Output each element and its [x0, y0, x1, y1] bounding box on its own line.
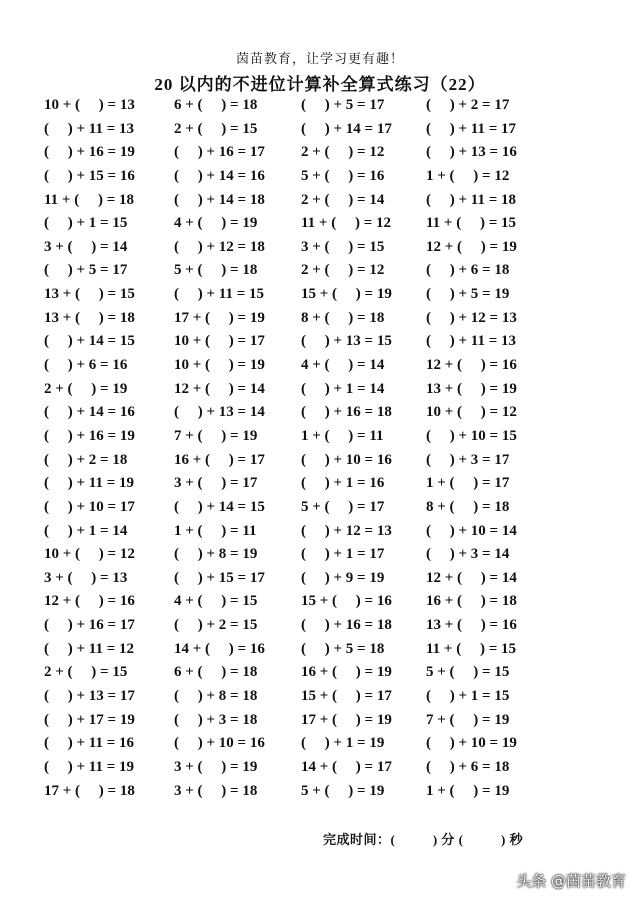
exercise-row	[44, 378, 604, 402]
exercise-item: ( ) + 11 = 18	[426, 191, 517, 208]
exercise-item: 12 + ( ) = 16	[44, 593, 135, 610]
exercise-item: ( ) + 10 = 16	[301, 451, 392, 468]
exercise-row	[44, 283, 604, 307]
exercise-item: 1 + ( ) = 12	[426, 167, 510, 184]
exercise-item: 3 + ( ) = 15	[301, 238, 385, 255]
exercise-item: 5 + ( ) = 19	[301, 782, 385, 799]
slogan-header: 茵苗教育，让学习更有趣！	[235, 51, 404, 66]
exercise-item: ( ) + 13 = 14	[174, 404, 265, 421]
exercise-item: ( ) + 13 = 17	[44, 688, 135, 705]
exercise-item: ( ) + 10 = 14	[426, 522, 517, 539]
exercise-item: ( ) + 16 = 18	[301, 617, 392, 634]
exercise-item: ( ) + 16 = 19	[44, 144, 135, 161]
exercise-item: ( ) + 11 = 13	[426, 333, 517, 350]
exercise-item: 5 + ( ) = 17	[301, 498, 385, 515]
exercise-item: ( ) + 10 = 16	[174, 735, 265, 752]
exercise-item: 2 + ( ) = 19	[44, 380, 128, 397]
exercise-item: 3 + ( ) = 18	[174, 782, 258, 799]
exercise-item: 11 + ( ) = 15	[426, 640, 517, 657]
exercise-item: ( ) + 2 = 17	[426, 97, 510, 113]
exercise-item: 3 + ( ) = 13	[44, 569, 128, 586]
exercise-item: ( ) + 2 = 15	[174, 617, 258, 634]
exercise-row	[44, 567, 604, 591]
exercise-item: 11 + ( ) = 12	[301, 215, 392, 232]
exercise-item: 10 + ( ) = 17	[174, 333, 265, 350]
exercise-item: 13 + ( ) = 18	[44, 309, 135, 326]
exercise-item: 2 + ( ) = 12	[301, 262, 385, 279]
exercise-item: ( ) + 16 = 17	[44, 617, 135, 634]
exercise-item: ( ) + 10 = 15	[426, 427, 517, 444]
exercise-item: 11 + ( ) = 18	[44, 191, 135, 208]
exercise-item: 2 + ( ) = 15	[174, 120, 258, 137]
exercise-item: ( ) + 1 = 15	[44, 215, 128, 232]
exercise-row	[44, 638, 604, 662]
exercise-item: ( ) + 1 = 14	[301, 380, 385, 397]
exercise-item: 3 + ( ) = 14	[44, 238, 128, 255]
exercise-row	[44, 189, 604, 213]
exercise-item: 12 + ( ) = 16	[426, 357, 517, 374]
exercise-row	[44, 496, 604, 520]
exercise-row	[44, 259, 604, 283]
exercise-item: 8 + ( ) = 18	[426, 498, 510, 515]
exercise-item: ( ) + 15 = 16	[44, 167, 135, 184]
exercise-item: ( ) + 5 = 17	[301, 97, 385, 113]
exercise-item: 17 + ( ) = 18	[44, 782, 135, 799]
exercise-item: ( ) + 1 = 14	[44, 522, 128, 539]
exercise-item: 10 + ( ) = 13	[44, 97, 135, 113]
exercise-item: 15 + ( ) = 16	[301, 593, 392, 610]
exercise-item: ( ) + 12 = 18	[174, 238, 265, 255]
exercise-item: ( ) + 5 = 18	[301, 640, 385, 657]
exercise-item: ( ) + 12 = 13	[301, 522, 392, 539]
exercise-item: ( ) + 11 = 17	[426, 120, 517, 137]
exercise-row	[44, 590, 604, 614]
exercise-item: 14 + ( ) = 16	[174, 640, 265, 657]
exercise-item: ( ) + 2 = 18	[44, 451, 128, 468]
exercise-item: ( ) + 6 = 16	[44, 357, 128, 374]
exercise-item: 12 + ( ) = 19	[426, 238, 517, 255]
exercise-item: ( ) + 10 = 17	[44, 498, 135, 515]
exercise-item: ( ) + 14 = 15	[174, 498, 265, 515]
completion-time-line: 完成时间：( ) 分 ( ) 秒	[323, 832, 524, 847]
exercise-item: 12 + ( ) = 14	[174, 380, 265, 397]
exercise-item: 4 + ( ) = 14	[301, 357, 385, 374]
exercise-item: 13 + ( ) = 19	[426, 380, 517, 397]
exercise-item: 16 + ( ) = 18	[426, 593, 517, 610]
exercise-item: ( ) + 8 = 19	[174, 546, 258, 563]
exercise-item: ( ) + 1 = 16	[301, 475, 385, 492]
exercise-item: 17 + ( ) = 19	[301, 711, 392, 728]
exercise-item: ( ) + 14 = 16	[44, 404, 135, 421]
exercise-item: ( ) + 14 = 18	[174, 191, 265, 208]
exercise-item: ( ) + 10 = 19	[426, 735, 517, 752]
exercise-row	[44, 472, 604, 496]
exercise-row	[44, 141, 604, 165]
exercise-item: ( ) + 13 = 15	[301, 333, 392, 350]
exercise-row	[44, 614, 604, 638]
exercise-item: 1 + ( ) = 19	[426, 782, 510, 799]
exercise-item: ( ) + 11 = 13	[44, 120, 135, 137]
exercise-item: ( ) + 17 = 19	[44, 711, 135, 728]
exercise-item: ( ) + 3 = 17	[426, 451, 510, 468]
exercise-item: 7 + ( ) = 19	[174, 427, 258, 444]
exercise-item: 4 + ( ) = 15	[174, 593, 258, 610]
exercise-item: ( ) + 1 = 19	[301, 735, 385, 752]
exercise-item: 6 + ( ) = 18	[174, 97, 258, 113]
exercise-row	[44, 543, 604, 567]
exercise-row	[44, 732, 604, 756]
exercise-item: 5 + ( ) = 15	[426, 664, 510, 681]
exercise-item: ( ) + 6 = 18	[426, 262, 510, 279]
exercise-item: 16 + ( ) = 19	[301, 664, 392, 681]
exercise-item: ( ) + 8 = 18	[174, 688, 258, 705]
exercise-item: 1 + ( ) = 17	[426, 475, 510, 492]
exercise-item: 14 + ( ) = 17	[301, 758, 392, 775]
worksheet-title: 20 以内的不进位计算补全算式练习（22）	[154, 75, 486, 94]
exercise-item: 10 + ( ) = 12	[426, 404, 517, 421]
exercise-item: 3 + ( ) = 19	[174, 758, 258, 775]
exercise-item: ( ) + 11 = 19	[44, 475, 135, 492]
exercise-item: 3 + ( ) = 17	[174, 475, 258, 492]
exercise-item: 6 + ( ) = 18	[174, 664, 258, 681]
exercise-row	[44, 212, 604, 236]
exercise-item: 10 + ( ) = 19	[174, 357, 265, 374]
exercise-row	[44, 425, 604, 449]
exercise-row	[44, 94, 604, 118]
exercise-item: ( ) + 5 = 19	[426, 286, 510, 303]
exercise-item: ( ) + 1 = 17	[301, 546, 385, 563]
exercise-row	[44, 330, 604, 354]
exercise-item: 1 + ( ) = 11	[301, 427, 384, 444]
exercise-row	[44, 401, 604, 425]
exercise-item: ( ) + 1 = 15	[426, 688, 510, 705]
exercise-item: ( ) + 14 = 16	[174, 167, 265, 184]
exercise-grid	[44, 94, 604, 803]
exercise-row	[44, 709, 604, 733]
exercise-row	[44, 685, 604, 709]
exercise-item: 15 + ( ) = 19	[301, 286, 392, 303]
exercise-row	[44, 780, 604, 804]
exercise-row	[44, 118, 604, 142]
exercise-item: 15 + ( ) = 17	[301, 688, 392, 705]
exercise-item: 13 + ( ) = 16	[426, 617, 517, 634]
exercise-item: 11 + ( ) = 15	[426, 215, 517, 232]
exercise-item: 8 + ( ) = 18	[301, 309, 385, 326]
exercise-row	[44, 661, 604, 685]
exercise-item: ( ) + 14 = 17	[301, 120, 392, 137]
exercise-item: ( ) + 13 = 16	[426, 144, 517, 161]
exercise-item: ( ) + 9 = 19	[301, 569, 385, 586]
exercise-item: 10 + ( ) = 12	[44, 546, 135, 563]
exercise-item: 5 + ( ) = 16	[301, 167, 385, 184]
exercise-item: 7 + ( ) = 19	[426, 711, 510, 728]
exercise-item: ( ) + 15 = 17	[174, 569, 265, 586]
source-watermark: 头条 @茵苗教育	[516, 872, 626, 890]
exercise-item: ( ) + 16 = 18	[301, 404, 392, 421]
exercise-item: ( ) + 16 = 17	[174, 144, 265, 161]
exercise-item: ( ) + 5 = 17	[44, 262, 128, 279]
exercise-row	[44, 354, 604, 378]
exercise-item: ( ) + 11 = 19	[44, 758, 135, 775]
exercise-row	[44, 756, 604, 780]
exercise-item: ( ) + 11 = 15	[174, 286, 265, 303]
exercise-row	[44, 236, 604, 260]
exercise-item: ( ) + 11 = 12	[44, 640, 135, 657]
exercise-item: 2 + ( ) = 15	[44, 664, 128, 681]
exercise-item: ( ) + 11 = 16	[44, 735, 135, 752]
exercise-item: 2 + ( ) = 12	[301, 144, 385, 161]
exercise-item: ( ) + 14 = 15	[44, 333, 135, 350]
exercise-item: ( ) + 3 = 18	[174, 711, 258, 728]
exercise-item: ( ) + 16 = 19	[44, 427, 135, 444]
exercise-item: 16 + ( ) = 17	[174, 451, 265, 468]
exercise-item: 13 + ( ) = 15	[44, 286, 135, 303]
exercise-item: 5 + ( ) = 18	[174, 262, 258, 279]
exercise-item: 17 + ( ) = 19	[174, 309, 265, 326]
exercise-item: 4 + ( ) = 19	[174, 215, 258, 232]
exercise-item: ( ) + 12 = 13	[426, 309, 517, 326]
exercise-row	[44, 520, 604, 544]
exercise-item: ( ) + 6 = 18	[426, 758, 510, 775]
exercise-item: 12 + ( ) = 14	[426, 569, 517, 586]
exercise-item: ( ) + 3 = 14	[426, 546, 510, 563]
exercise-item: 2 + ( ) = 14	[301, 191, 385, 208]
exercise-row	[44, 307, 604, 331]
exercise-row	[44, 165, 604, 189]
exercise-row	[44, 449, 604, 473]
exercise-item: 1 + ( ) = 11	[174, 522, 257, 539]
